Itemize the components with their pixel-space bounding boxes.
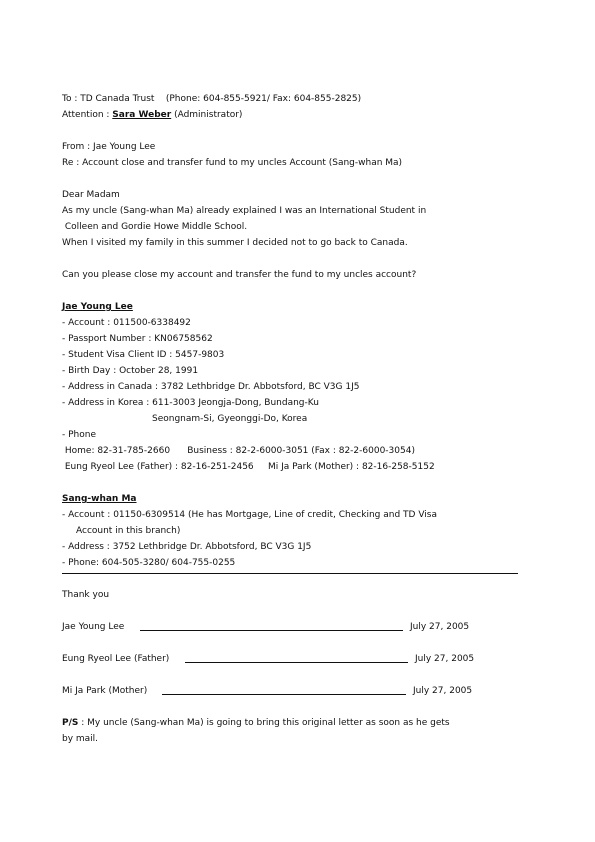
jae-phone-home: Home: 82-31-785-2660 Business : 82-2-6000-3051 (Fax : 82-2-6000-3054) (62, 446, 415, 456)
salutation: Dear Madam (62, 190, 120, 200)
sang-heading: Sang-whan Ma (62, 494, 137, 504)
signature-date: July 27, 2005 (410, 622, 470, 632)
attention-suffix: (Administrator) (171, 110, 243, 120)
jae-address-korea: - Address in Korea : 611-3003 Jeongja-Dong, Bundang-Ku (62, 398, 319, 408)
ps-label: P/S (62, 718, 79, 728)
to-line: To : TD Canada Trust (Phone: 604-855-5921/ Fax: 604-855-2825) (62, 94, 362, 104)
signature-line (185, 662, 408, 663)
postscript-2: by mail. (62, 734, 99, 744)
jae-passport: - Passport Number : KN06758562 (62, 334, 213, 344)
thanks: Thank you (62, 590, 110, 600)
paragraph-line: As my uncle (Sang-whan Ma) already explained I was an International Student in (62, 206, 427, 216)
signature-name: Jae Young Lee (62, 622, 125, 632)
jae-address-canada: - Address in Canada : 3782 Lethbridge Dr. Abbotsford, BC V3G 1J5 (62, 382, 360, 392)
jae-heading: Jae Young Lee (62, 302, 133, 312)
ps-text: : My uncle (Sang-whan Ma) is going to bring this original letter as soon as he gets (78, 718, 450, 728)
re-line: Re : Account close and transfer fund to my uncles Account (Sang-whan Ma) (62, 158, 403, 168)
signature-name: Eung Ryeol Lee (Father) (62, 654, 170, 664)
paragraph-line: Colleen and Gordie Howe Middle School. (62, 222, 248, 232)
request-line: Can you please close my account and transfer the fund to my uncles account? (62, 270, 417, 280)
attention-prefix: Attention : (62, 110, 113, 120)
sang-account-2: Account in this branch) (76, 526, 181, 536)
postscript (62, 718, 450, 729)
jae-visa: - Student Visa Client ID : 5457-9803 (62, 350, 225, 360)
signature-date: July 27, 2005 (413, 686, 473, 696)
sang-address: - Address : 3752 Lethbridge Dr. Abbotsford, BC V3G 1J5 (62, 542, 312, 552)
signature-name: Mi Ja Park (Mother) (62, 686, 148, 696)
sang-phone: - Phone: 604-505-3280/ 604-755-0255 (62, 558, 236, 568)
from-line: From : Jae Young Lee (62, 142, 156, 152)
sang-account: - Account : 01150-6309514 (He has Mortgage, Line of credit, Checking and TD Visa (62, 510, 437, 520)
jae-address-korea-2: Seongnam-Si, Gyeonggi-Do, Korea (152, 414, 308, 424)
jae-birth: - Birth Day : October 28, 1991 (62, 366, 199, 376)
signature-line (140, 630, 403, 631)
jae-phone-parents: Eung Ryeol Lee (Father) : 82-16-251-2456 Mi Ja Park (Mother) : 82-16-258-5152 (62, 462, 435, 472)
signature-date: July 27, 2005 (415, 654, 475, 664)
attention-line (62, 110, 242, 121)
jae-account: - Account : 011500-6338492 (62, 318, 191, 328)
signature-line (162, 694, 406, 695)
section-divider (62, 573, 518, 574)
paragraph-line: When I visited my family in this summer I decided not to go back to Canada. (62, 238, 408, 248)
jae-phone-label: - Phone (62, 430, 96, 440)
attention-name: Sara Weber (112, 110, 172, 120)
